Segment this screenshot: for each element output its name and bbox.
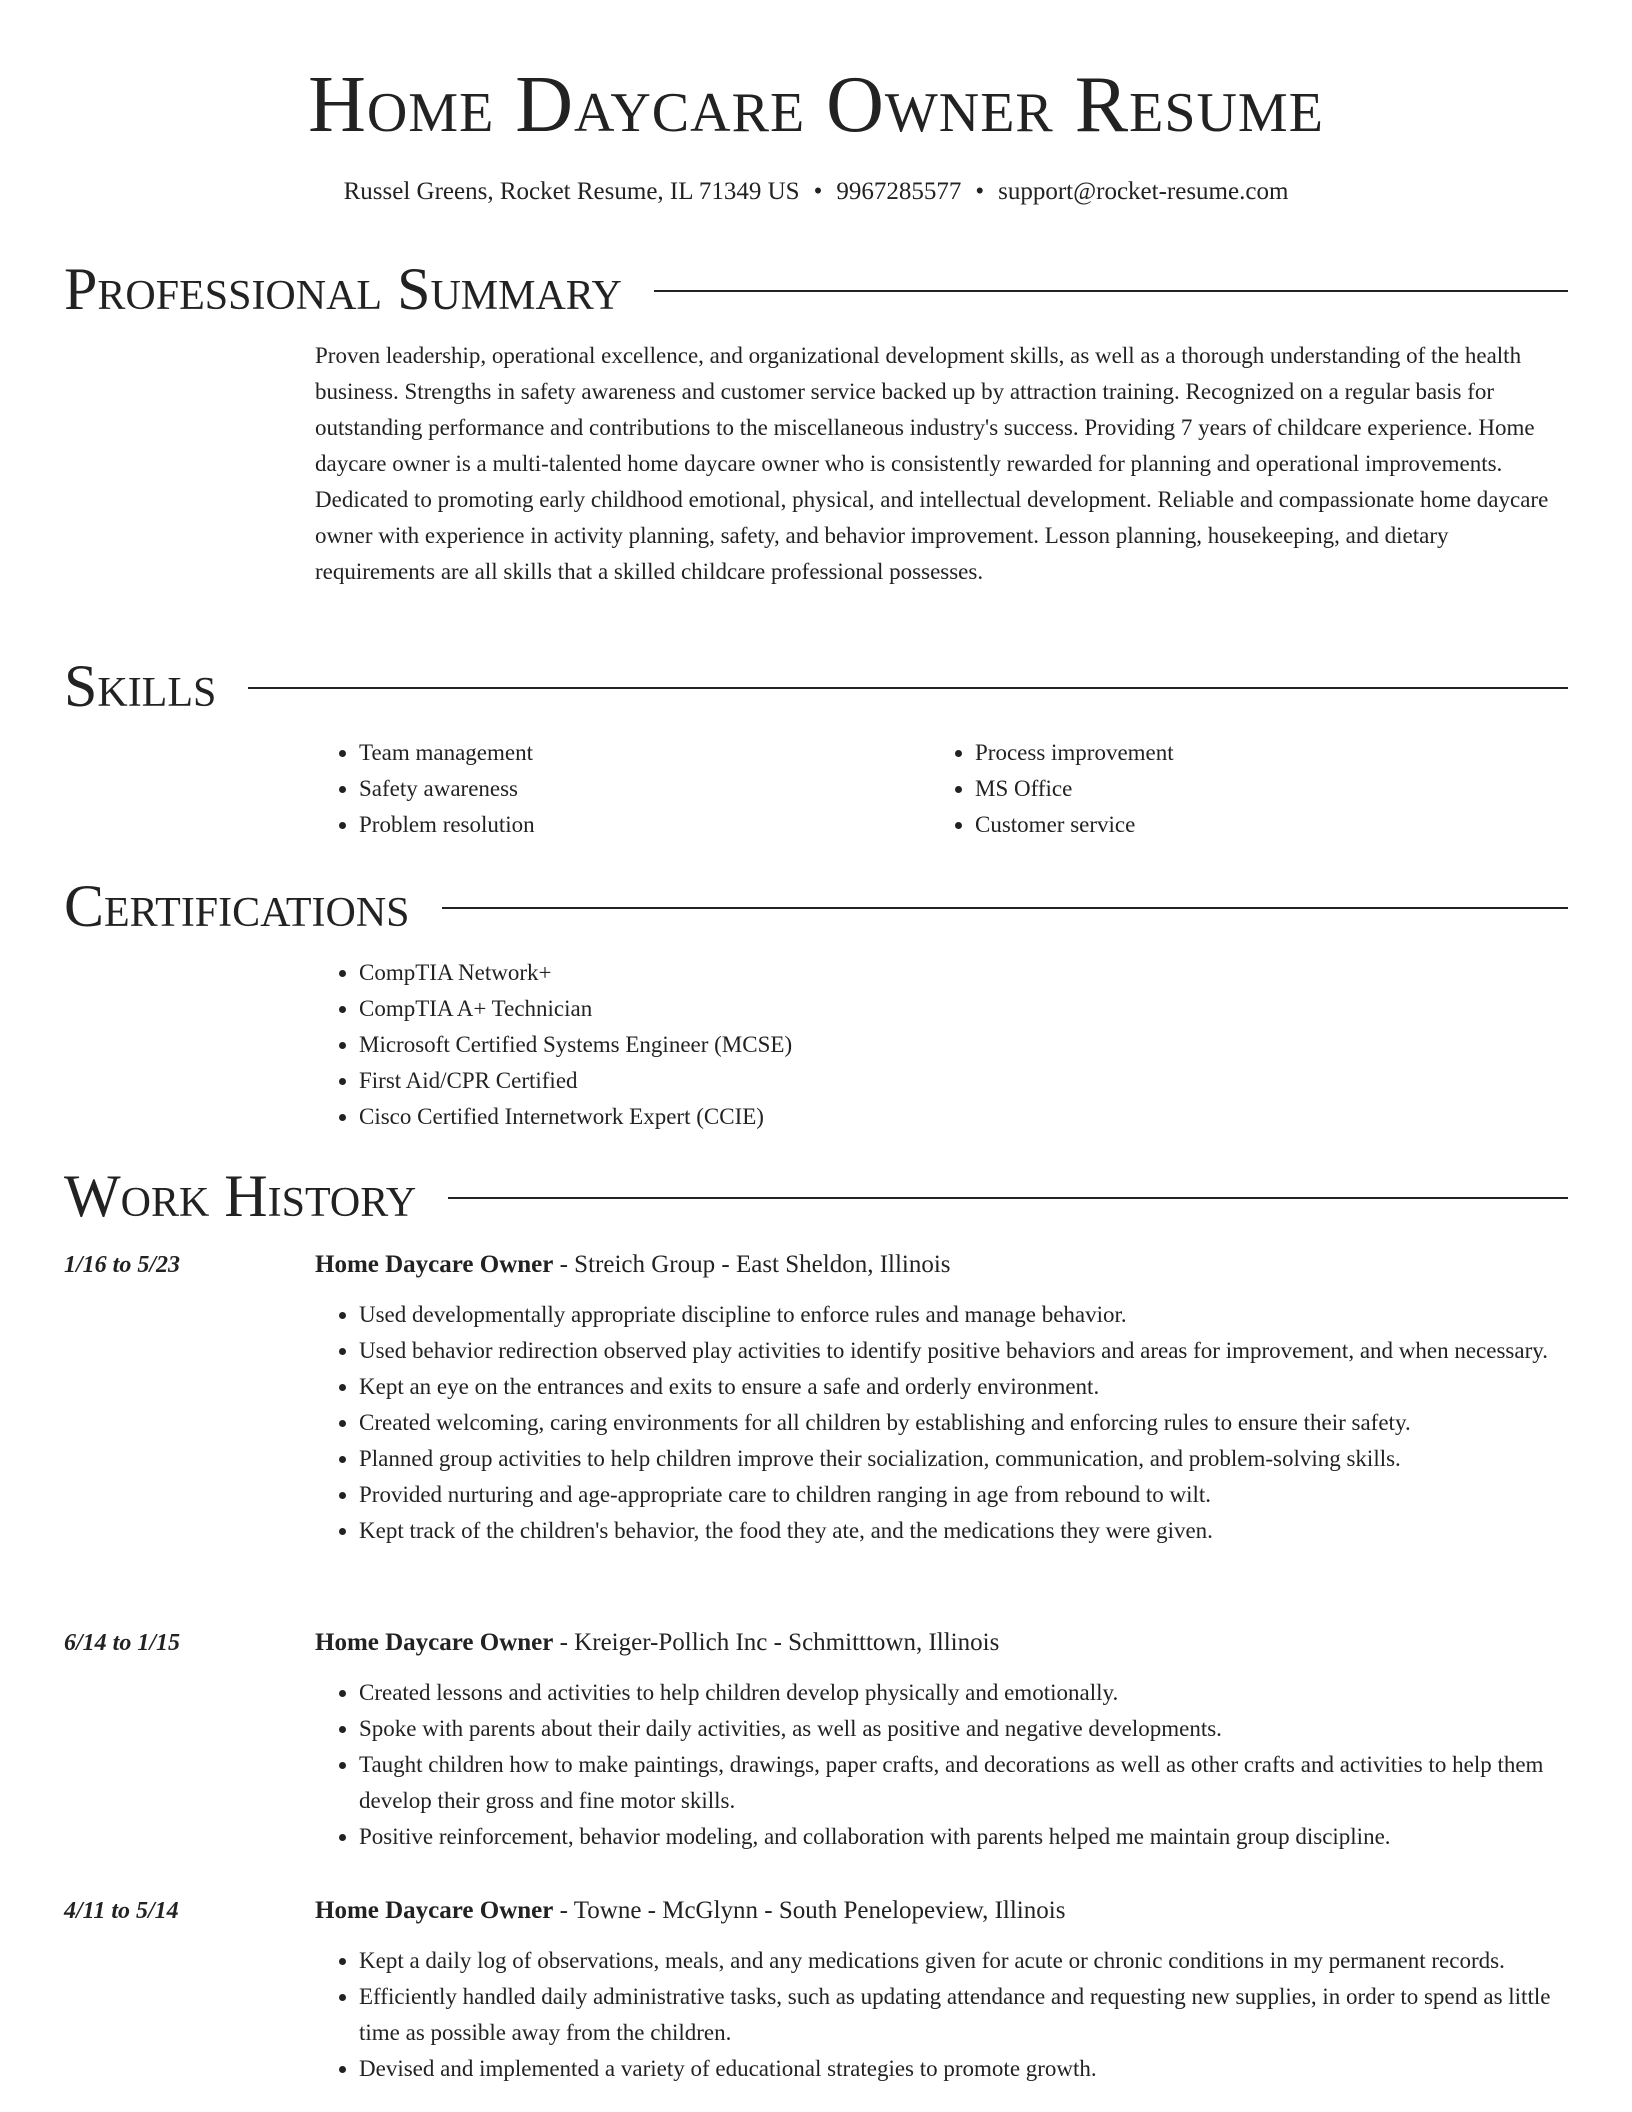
skills-heading: Skills xyxy=(64,653,217,719)
job-bullet: • Used developmentally appropriate discipline to enforce rules and manage behavior. xyxy=(359,1297,1569,1333)
resume-title: Home Daycare Owner Resume xyxy=(308,61,1324,149)
section-divider xyxy=(248,687,1568,689)
section-divider xyxy=(448,1197,1568,1199)
certification-item: • CompTIA Network+ xyxy=(359,955,1569,991)
job-bullets xyxy=(315,1297,1569,1549)
job-dates: 4/11 to 5/14 xyxy=(64,1898,179,1924)
job-bullet: • Kept an eye on the entrances and exits to ensure a safe and orderly environment. xyxy=(359,1369,1569,1405)
job-content xyxy=(315,1625,1569,1855)
job-dates: 6/14 to 1/15 xyxy=(64,1630,181,1656)
skill-item: • Customer service xyxy=(975,807,1547,843)
job-bullet: • Taught children how to make paintings, drawings, paper crafts, and decorations as well as other crafts and activities to help them develop their gross and fine motor skills. xyxy=(359,1747,1569,1819)
skill-item: • Team management xyxy=(359,735,931,771)
job-details: - Towne - McGlynn - South Penelopeview, Illinois xyxy=(553,1897,1066,1924)
contact-email: support@rocket-resume.com xyxy=(998,178,1289,205)
certifications-heading: Certifications xyxy=(64,873,410,939)
skills-list-right xyxy=(931,735,1547,843)
job-bullet: • Efficiently handled daily administrative tasks, such as updating attendance and requesting new supplies, in order to spend as little time as possible away from the children. xyxy=(359,1979,1569,2051)
contact-separator: • xyxy=(813,178,823,205)
work-section-header xyxy=(64,1161,1568,1231)
certifications-list xyxy=(315,955,1569,1135)
job-bullets xyxy=(315,1943,1569,2087)
certifications-section-header xyxy=(64,871,1568,941)
skills-grid xyxy=(315,735,1569,843)
job-bullets xyxy=(315,1675,1569,1855)
job-bullet: • Devised and implemented a variety of educational strategies to promote growth. xyxy=(359,2051,1569,2087)
job-role: Home Daycare Owner xyxy=(315,1251,554,1278)
job-header xyxy=(315,1625,1569,1661)
job-header xyxy=(315,1247,1569,1283)
summary-text: Proven leadership, operational excellence, and organizational development skills, as well as a thorough understanding of the health business. Strengths in safety awareness and customer service backed up by attraction training. Recognized on a regular basis for outstanding performance and contributions to the miscellaneous industry's success. Providing 7 years of childcare experience. Home daycare owner is a multi-talented home daycare owner who is consistently rewarded for planning and operational improvements. Dedicated to promoting early childhood emotional, physical, and intellectual development. Reliable and compassionate home daycare owner with experience in activity planning, safety, and behavior improvement. Lesson planning, housekeeping, and dietary requirements are all skills that a skilled childcare professional possesses. xyxy=(315,343,1549,584)
skill-item: • Problem resolution xyxy=(359,807,931,843)
contact-phone: 9967285577 xyxy=(836,178,962,205)
certification-item: • First Aid/CPR Certified xyxy=(359,1063,1569,1099)
job-bullet: • Used behavior redirection observed play activities to identify positive behaviors and areas for improvement, and when necessary. xyxy=(359,1333,1569,1369)
skill-item: • Safety awareness xyxy=(359,771,931,807)
skills-body xyxy=(315,735,1569,843)
section-divider xyxy=(654,290,1568,292)
job-bullet: • Positive reinforcement, behavior modeling, and collaboration with parents helped me maintain group discipline. xyxy=(359,1819,1569,1855)
work-heading: Work History xyxy=(64,1163,417,1229)
job-header xyxy=(315,1893,1569,1929)
job-bullet: • Kept a daily log of observations, meals, and any medications given for acute or chronic conditions in my permanent records. xyxy=(359,1943,1569,1979)
summary-heading: Professional Summary xyxy=(64,256,622,322)
skills-section-header xyxy=(64,651,1568,721)
job-bullet: • Created lessons and activities to help children develop physically and emotionally. xyxy=(359,1675,1569,1711)
skill-item: • MS Office xyxy=(975,771,1547,807)
summary-section-header xyxy=(64,254,1568,324)
job-content xyxy=(315,1247,1569,1549)
job-bullet: • Kept track of the children's behavior, the food they ate, and the medications they were given. xyxy=(359,1513,1569,1549)
contact-address: Russel Greens, Rocket Resume, IL 71349 US xyxy=(343,178,800,205)
job-bullet: • Created welcoming, caring environments for all children by establishing and enforcing rules to ensure their safety. xyxy=(359,1405,1569,1441)
job-bullet: • Provided nurturing and age-appropriate care to children ranging in age from rebound to wilt. xyxy=(359,1477,1569,1513)
job-dates: 1/16 to 5/23 xyxy=(64,1252,181,1278)
summary-body xyxy=(315,338,1569,590)
job-details: - Streich Group - East Sheldon, Illinois xyxy=(553,1251,951,1278)
certification-item: • Microsoft Certified Systems Engineer (MCSE) xyxy=(359,1027,1569,1063)
job-bullet: • Planned group activities to help children improve their socialization, communication, and problem-solving skills. xyxy=(359,1441,1569,1477)
job-role: Home Daycare Owner xyxy=(315,1897,554,1924)
skills-list-left xyxy=(315,735,931,843)
certification-item: • Cisco Certified Internetwork Expert (CCIE) xyxy=(359,1099,1569,1135)
job-role: Home Daycare Owner xyxy=(315,1629,554,1656)
job-content xyxy=(315,1893,1569,2087)
skill-item: • Process improvement xyxy=(975,735,1547,771)
job-details: - Kreiger-Pollich Inc - Schmitttown, Illinois xyxy=(553,1629,1000,1656)
job-bullet: • Spoke with parents about their daily activities, as well as positive and negative developments. xyxy=(359,1711,1569,1747)
contact-separator: • xyxy=(975,178,985,205)
certification-item: • CompTIA A+ Technician xyxy=(359,991,1569,1027)
certifications-body xyxy=(315,955,1569,1135)
contact-line xyxy=(0,172,1632,212)
section-divider xyxy=(442,907,1568,909)
